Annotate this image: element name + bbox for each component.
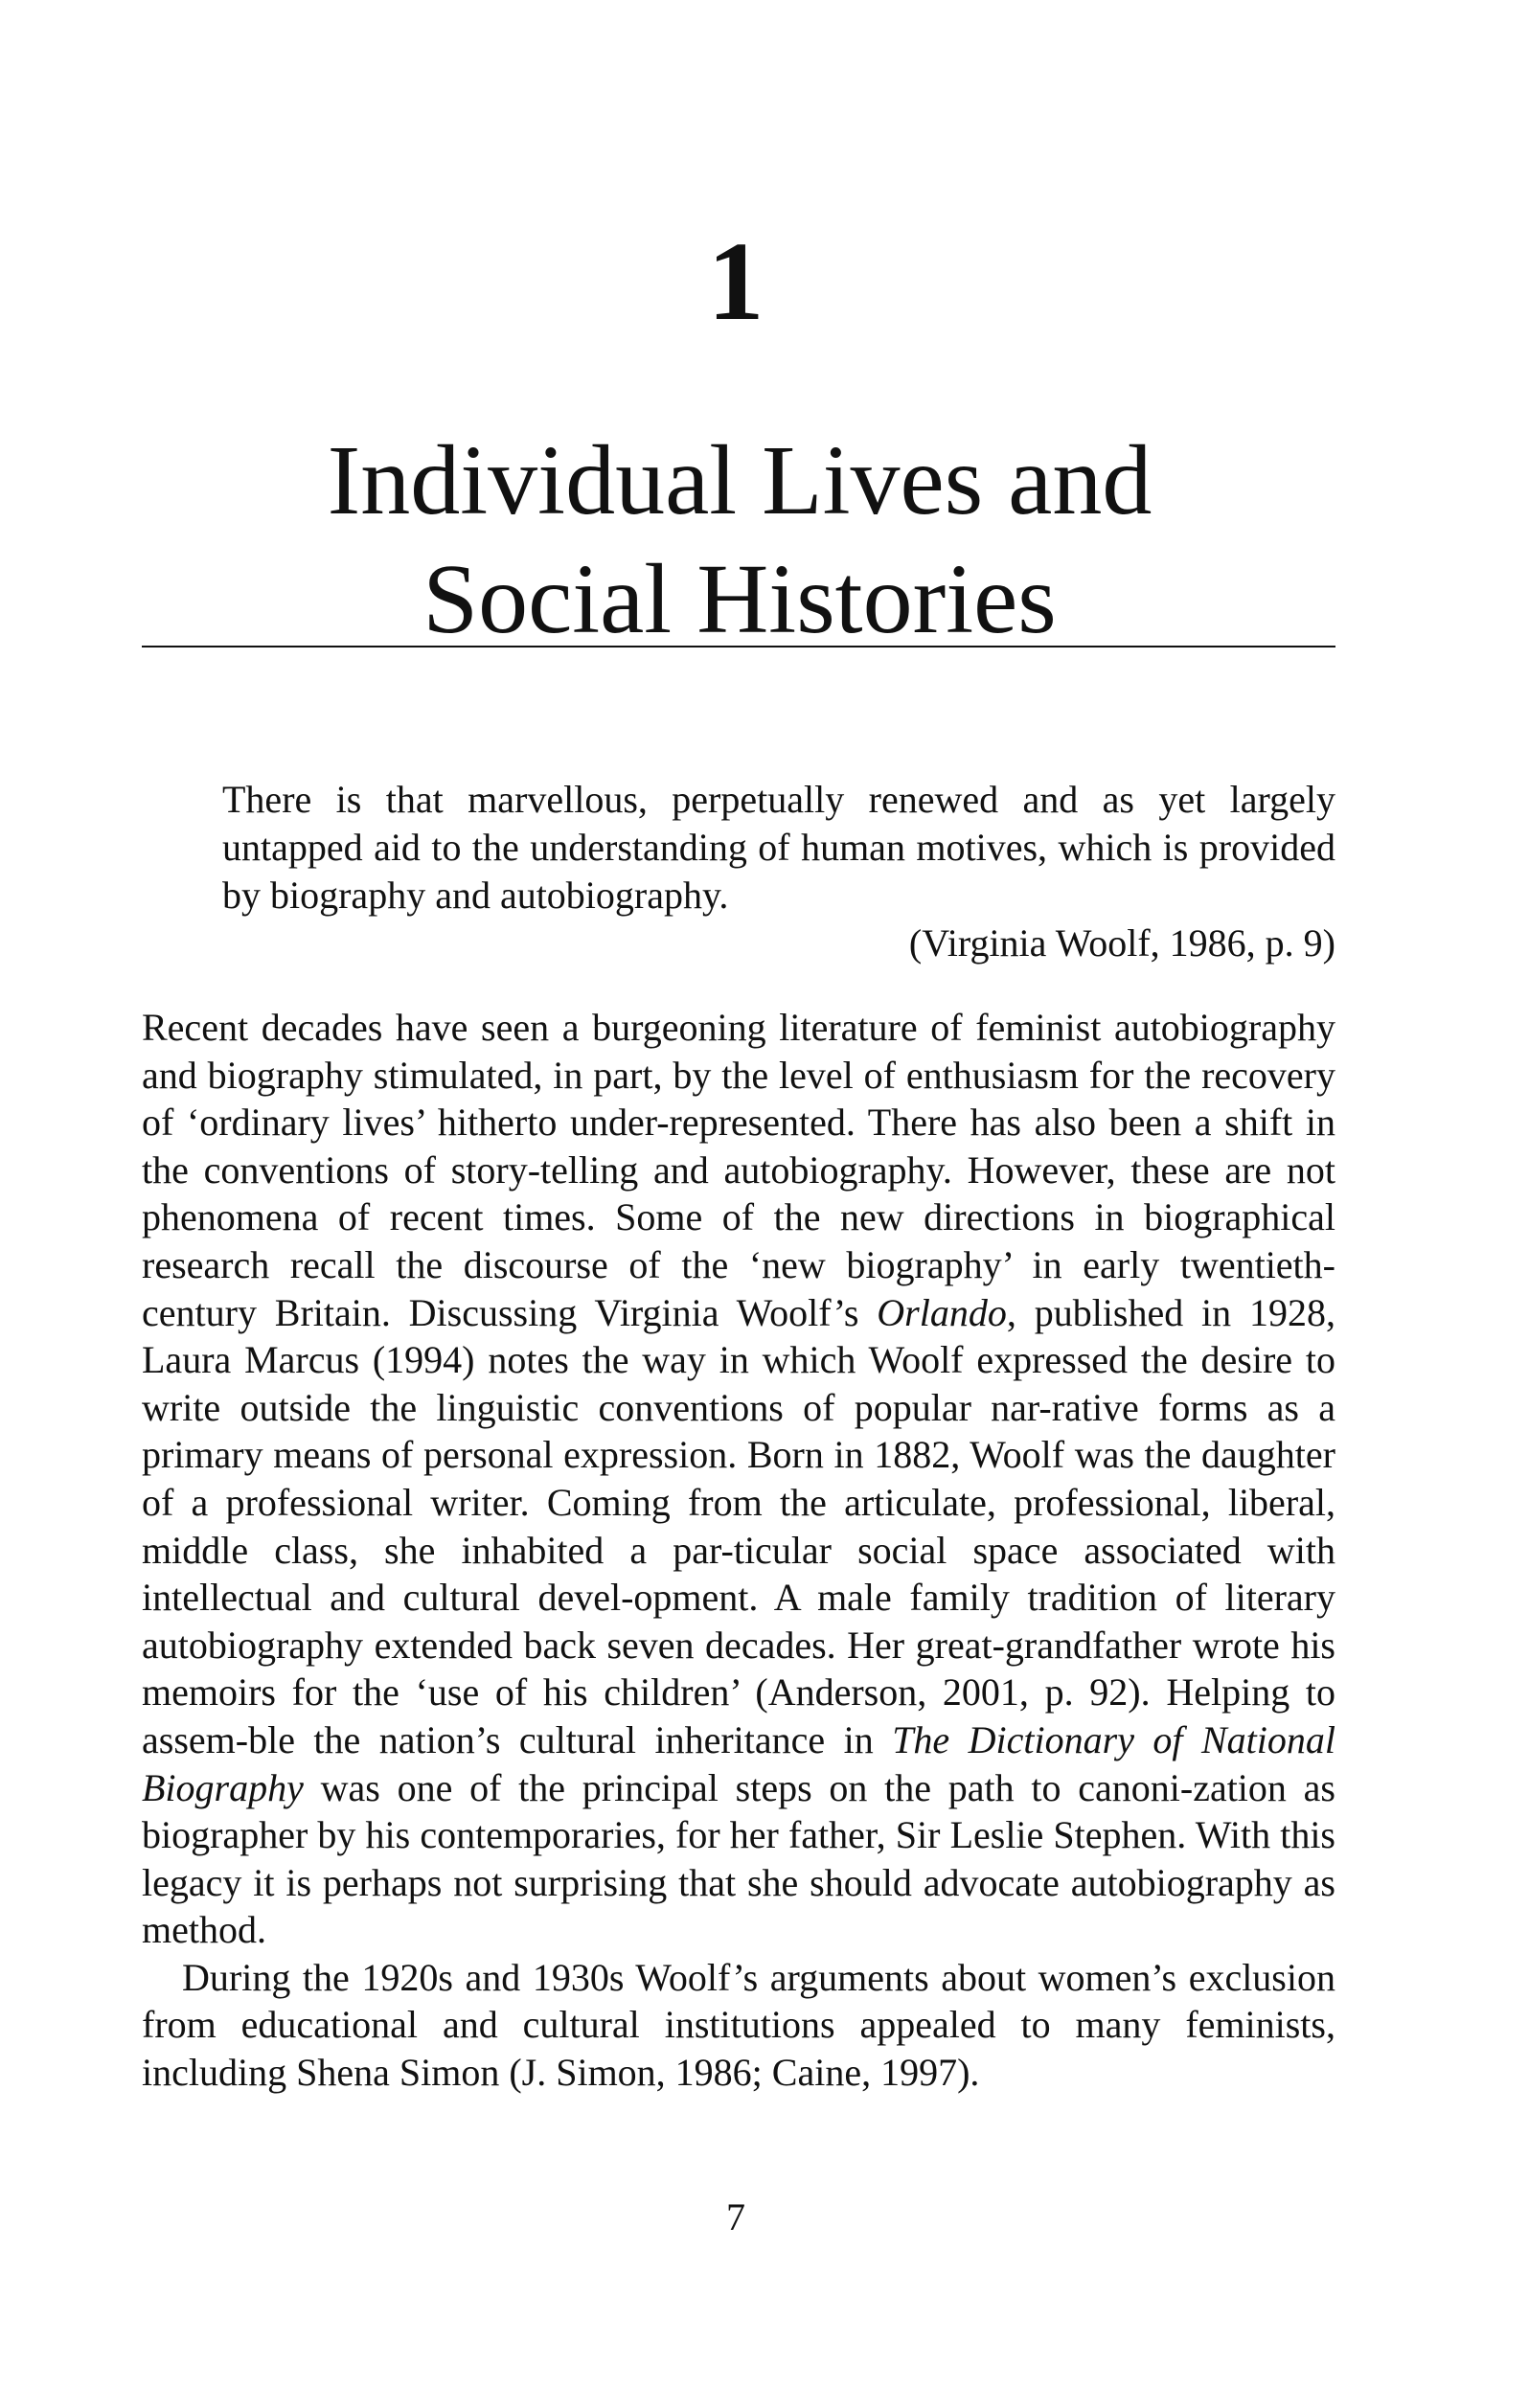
chapter-title — [142, 421, 1337, 659]
paragraph-1 — [142, 1004, 1335, 1954]
paragraph-1-part-c: was one of the principal steps on the path to canoni-zation as biographer by his contemporaries, for her father, Sir Leslie Stephen. With this legacy it is perhaps not surprising that she should advocate autobiography as method. — [142, 1765, 1335, 1952]
epigraph-citation: (Virginia Woolf, 1986, p. 9) — [908, 921, 1335, 965]
title-divider — [142, 646, 1335, 647]
chapter-title-line-2: Social Histories — [422, 544, 1057, 654]
chapter-number: 1 — [707, 218, 764, 344]
italic-title-orlando: Orlando — [877, 1290, 1007, 1334]
chapter-title-line-1: Individual Lives and — [327, 425, 1152, 535]
paragraph-2: During the 1920s and 1930s Woolf’s arguments about women’s exclusion from educational and cultural institutions appealed to many feminists, including Shena Simon (J. Simon, 1986; Caine, 1997). — [142, 1955, 1335, 2095]
page-number: 7 — [726, 2195, 745, 2238]
paragraph-1-part-a: Recent decades have seen a burgeoning literature of feminist autobiography and biography stimulated, in part, by the level of enthusiasm for the recovery of ‘ordinary lives’ hitherto under-represented. There has also been a shift in the conventions of story-telling and autobiography. However, these are not phenomena of recent times. Some of the new directions in biographical research recall the discourse of the ‘new biography’ in early twentieth-century Britain. Discussing Virginia Woolf’s — [142, 1006, 1335, 1334]
body-text — [142, 1004, 1335, 2097]
epigraph-quote: There is that marvellous, perpetually renewed and as yet largely untapped aid to the understanding of human motives, which is provided by biography and autobiography. — [222, 778, 1335, 917]
italic-title-dictionary: The Dictionary of National Biography — [142, 1717, 1335, 1809]
paragraph-1-part-b: , published in 1928, Laura Marcus (1994) notes the way in which Woolf expressed the desire to write outside the linguistic conventions of popular nar-rative forms as a primary means of personal expression. Born in 1882, Woolf was the daughter of a professional writer. Coming from the articulate, professional, liberal, middle class, she inhabited a par-ticular social space associated with intellectual and cultural devel-opment. A male family tradition of literary autobiography extended back seven decades. Her great-grandfather wrote his memoirs for the ‘use of his children’ (Anderson, 2001, p. 92). Helping to assem-ble the nation’s cultural inheritance in — [142, 1290, 1335, 1761]
